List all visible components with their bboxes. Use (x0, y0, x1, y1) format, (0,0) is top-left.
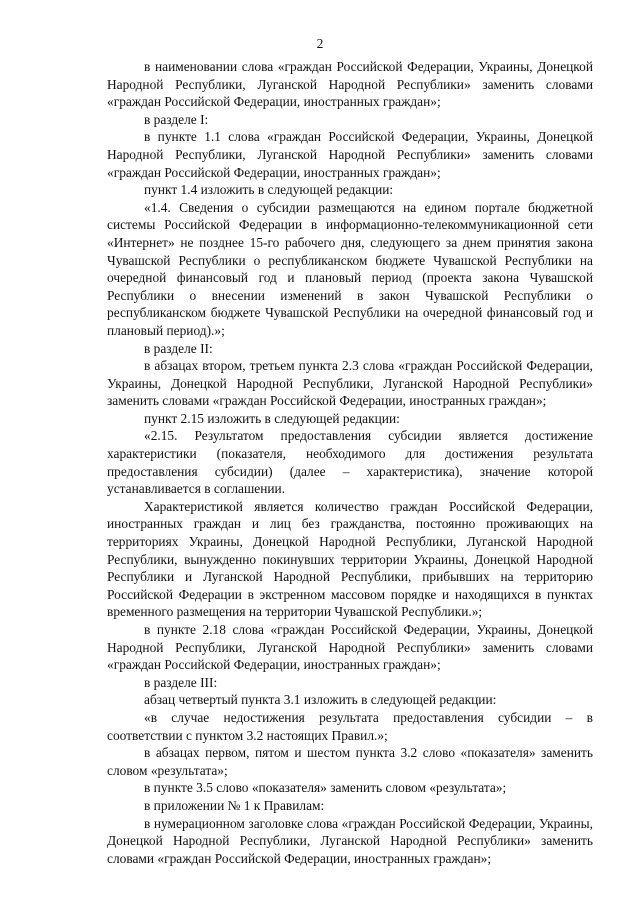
paragraph: пункт 1.4 изложить в следующей редакции: (144, 182, 394, 198)
paragraph: в разделе I: (144, 111, 209, 127)
paragraph: «в случае недостижения результата предоставления субсидии – в соответствии с пунктом 3.2 настоящих Правил.»; (107, 709, 593, 743)
paragraph: в пункте 3.5 слово «показателя» заменить словом «результата»; (144, 780, 507, 796)
paragraph: в пункте 2.18 слова «граждан Российской Федерации, Украины, Донецкой Народной Республики, Луганской Народной Республики» заменить словами «граждан Российской Федерации, иностранных граждан»; (107, 622, 593, 673)
paragraph: «2.15. Результатом предоставления субсидии является достижение характеристики (показателя, необходимого для достижения результата предоставления субсидии) (далее – характеристика), значение которой устанавливается в соглашении. (107, 428, 593, 497)
paragraph: в разделе III: (144, 674, 218, 690)
paragraph: в абзацах первом, пятом и шестом пункта 3.2 слово «показателя» заменить словом «результата»; (107, 745, 593, 778)
paragraph: в наименовании слова «граждан Российской Федерации, Украины, Донецкой Народной Республики, Луганской Народной Республики» заменить словами «граждан Российской Федерации, иностранных граждан»; (107, 59, 593, 110)
document-body (107, 58, 593, 867)
paragraph: в приложении № 1 к Правилам: (144, 797, 325, 813)
paragraph: в пункте 1.1 слова «граждан Российской Федерации, Украины, Донецкой Народной Республики, Луганской Народной Республики» заменить словами «граждан Российской Федерации, иностранных граждан»; (107, 129, 593, 180)
paragraph: Характеристикой является количество граждан Российской Федерации, иностранных граждан и лиц без гражданства, постоянно проживающих на территориях Украины, Донецкой Народной Республики, Луганской Народной Республики, вынужденно покинувших территории Украины, Донецкой Народной Республики и Луганской Народной Республики, прибывших на территорию Российской Федерации в экстренном массовом порядке и находящихся в пунктах временного размещения на территории Чувашской Республики.»; (107, 498, 593, 620)
page-number: 2 (316, 36, 324, 51)
paragraph: в нумерационном заголовке слова «граждан Российской Федерации, Украины, Донецкой Народной Республики, Луганской Народной Республики» заменить словами «граждан Российской Федерации, иностранных граждан»; (107, 815, 593, 866)
paragraph: пункт 2.15 изложить в следующей редакции: (144, 410, 400, 426)
paragraph: абзац четвертый пункта 3.1 изложить в следующей редакции: (144, 692, 497, 708)
paragraph: в абзацах втором, третьем пункта 2.3 слова «граждан Российской Федерации, Украины, Донецкой Народной Республики, Луганской Народной Республики» заменить словами «граждан Российской Федерации, иностранных граждан»; (107, 358, 593, 409)
paragraph: «1.4. Сведения о субсидии размещаются на едином портале бюджетной системы Российской Федерации в информационно-телекоммуникационной сети «Интернет» не позднее 15-го рабочего дня, следующего за днем принятия закона Чувашской Республики о республиканском бюджете Чувашской Республики на очередной финансовый год и плановый период (проекта закона Чувашской Республики о внесении изменений в закон Чувашской Республики о республиканском бюджете Чувашской Республики на очередной финансовый год и плановый период).»; (107, 199, 593, 338)
paragraph: в разделе II: (144, 340, 213, 356)
